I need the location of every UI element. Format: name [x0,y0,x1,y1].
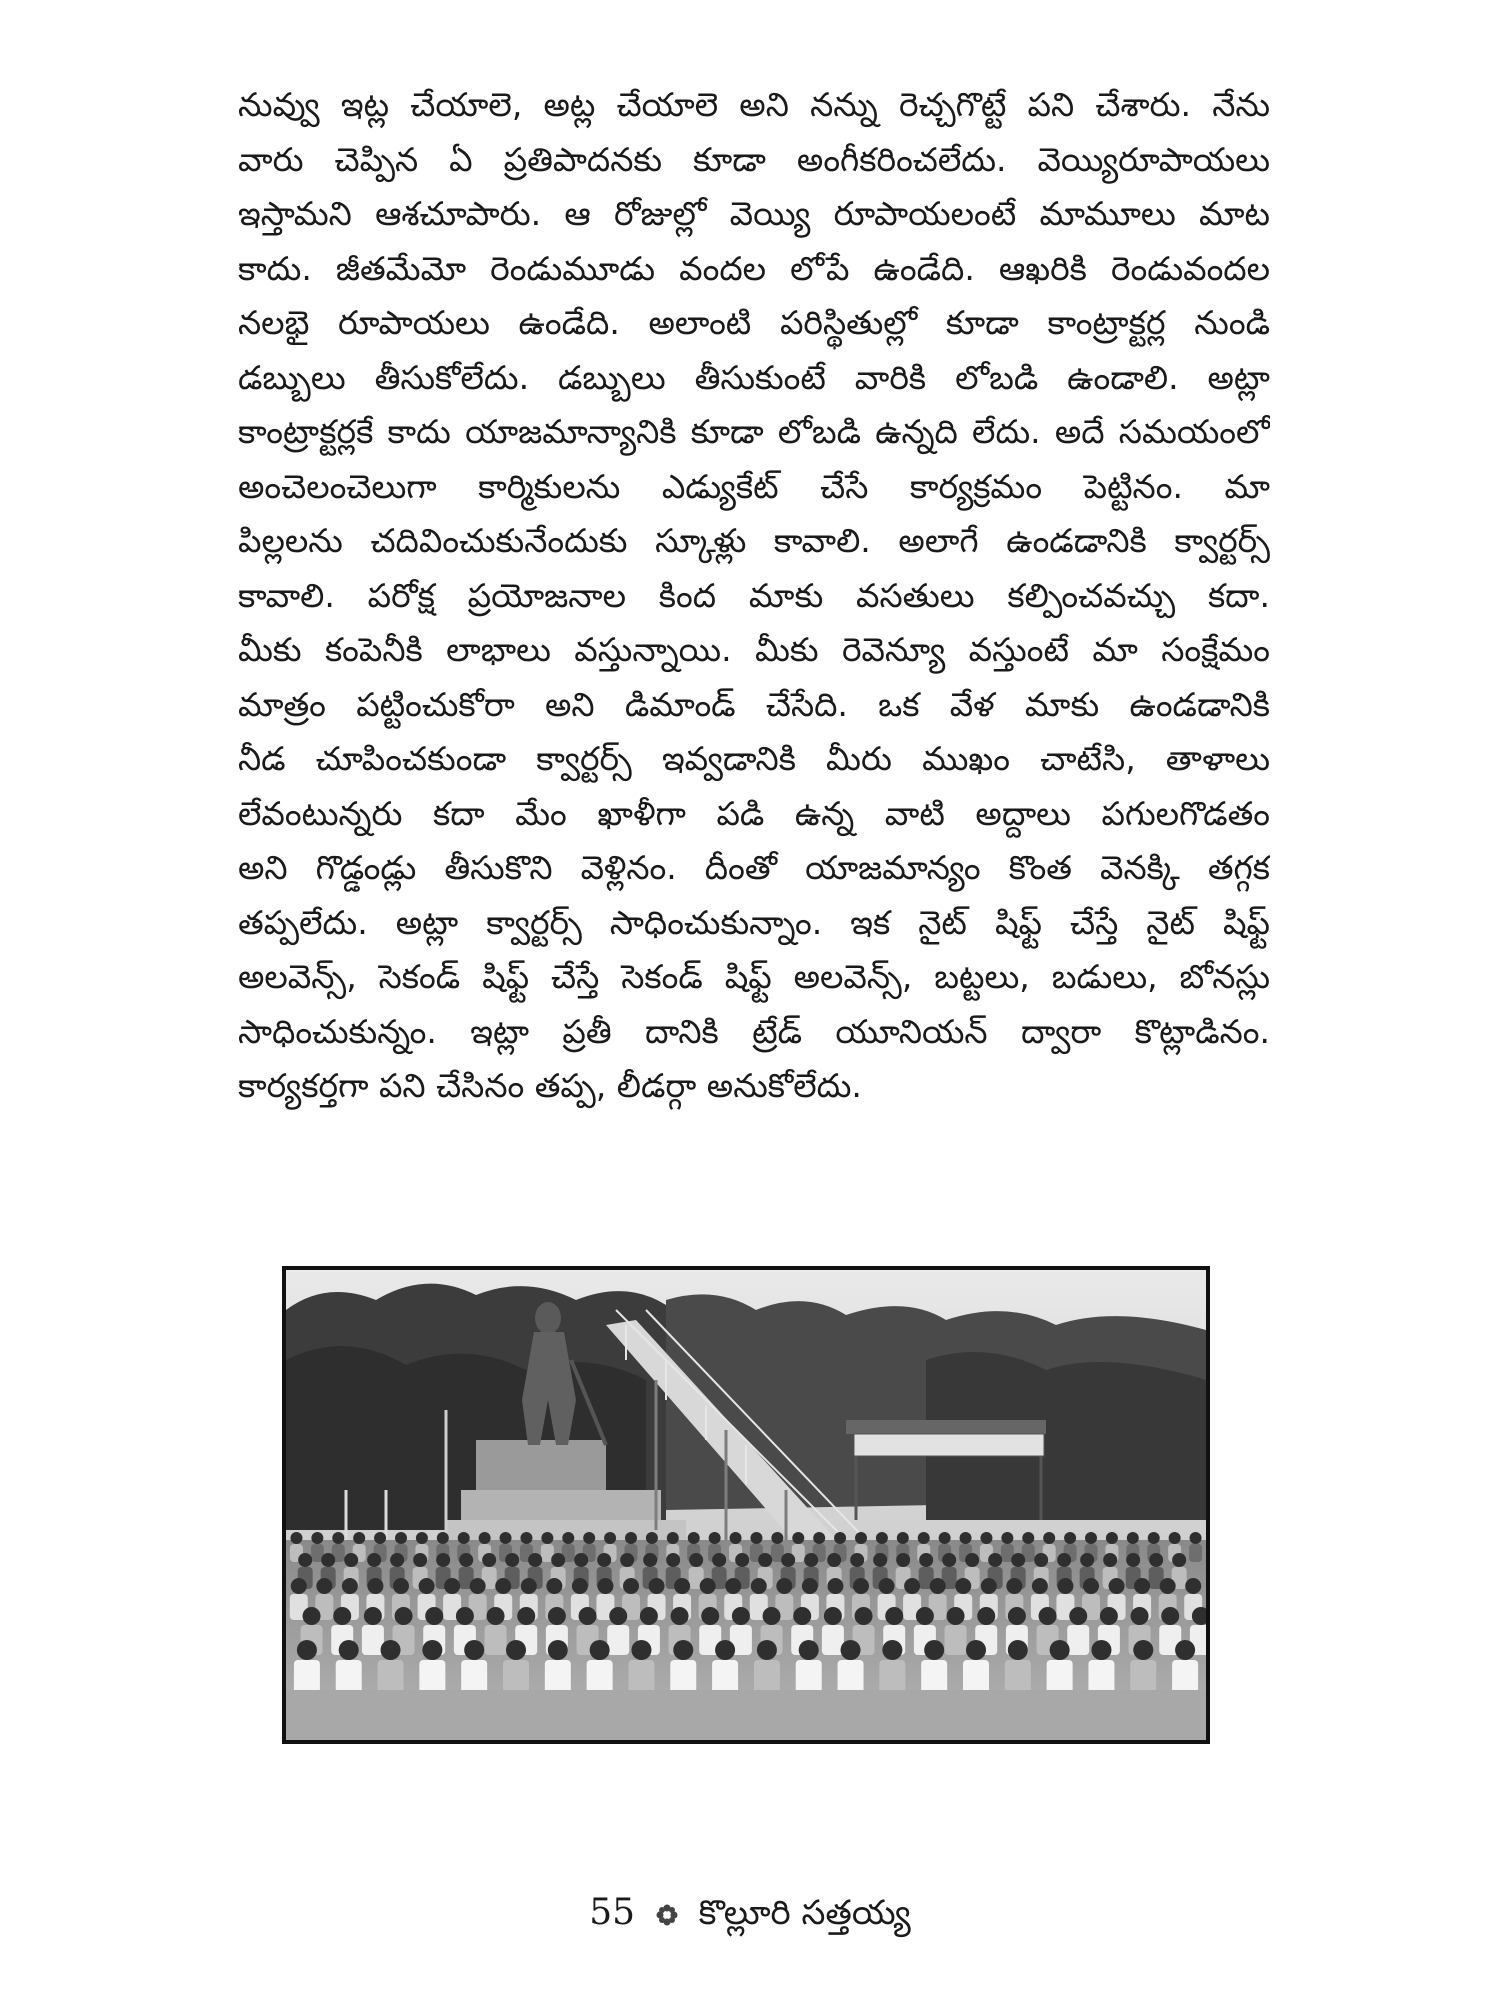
text-line: నలభై రూపాయలు ఉండేది. అలాంటి పరిస్థితుల్లో కూడా కాంట్రాక్టర్ల నుండి [238,303,1270,342]
text-line: అంచెలంచెలుగా కార్మికులను ఎడ్యుకేట్ చేసే కార్యక్రమం పెట్టినం. మా [238,466,1270,506]
text-line: తప్పలేదు. అట్లా క్వార్టర్స్ సాధించుకున్నాం. ఇక నైట్ షిఫ్ట్ చేస్తే నైట్ షిఫ్ట్ [238,902,1270,942]
flower-ornament-icon [656,1904,678,1926]
photograph [282,1266,1210,1744]
page-number: 55 [589,1892,636,1933]
text-line: పిల్లలను చదివించుకునేందుకు స్కూళ్లు కావాలి. అలాగే ఉండడానికి క్వార్టర్స్ [238,521,1270,560]
photograph-of-workers-seated-before-statue-icon [286,1270,1206,1740]
text-line: కావాలి. పరోక్ష ప్రయోజనాల కింద మాకు వసతులు కల్పించవచ్చు కదా. [238,575,1270,615]
text-line: నువ్వు ఇట్ల చేయాలె, అట్ల చేయాలె అని నన్ను రెచ్చగొట్టే పని చేశారు. నేను [238,85,1270,124]
text-line: అని గొడ్డండ్లు తీసుకొని వెళ్లినం. దీంతో యాజమాన్యం కొంత వెనక్కి తగ్గక [238,848,1270,887]
text-line: నీడ చూపించకుండా క్వార్టర్స్ ఇవ్వడానికి మీరు ముఖం చాటేసి, తాళాలు [238,739,1270,778]
text-line: వారు చెప్పిన ఏ ప్రతిపాదనకు కూడా అంగీకరించలేదు. వెయ్యిరూపాయలు [238,139,1270,179]
text-line: కాంట్రాక్టర్లకే కాదు యాజమాన్యానికి కూడా లోబడి ఉన్నది లేదు. అదే సమయంలో [238,412,1270,451]
running-title: కొల్లూరి సత్తయ్య [698,1893,911,1933]
text-line: మీకు కంపెనీకి లాభాలు వస్తున్నాయి. మీకు రెవెన్యూ వస్తుంటే మా సంక్షేమం [238,630,1270,669]
text-line: కార్యకర్తగా పని చేసినం తప్ప, లీడర్గా అనుకోలేదు. [238,1066,862,1105]
text-line: డబ్బులు తీసుకోలేదు. డబ్బులు తీసుకుంటే వారికి లోబడి ఉండాలి. అట్లా [238,357,1270,397]
text-line: కాదు. జీతమేమో రెండుమూడు వందల లోపే ఉండేది. ఆఖరికి రెండువందల [238,248,1270,288]
body-text [238,78,1270,1114]
text-line: ఇస్తామని ఆశచూపారు. ఆ రోజుల్లో వెయ్యి రూపాయలంటే మామూలు మాట [238,194,1270,233]
text-line: లేవంటున్నరు కదా మేం ఖాళీగా పడి ఉన్న వాటి అద్దాలు పగులగొడతం [238,793,1270,833]
text-line: మాత్రం పట్టించుకోరా అని డిమాండ్ చేసేది. ఒక వేళ మాకు ఉండడానికి [238,684,1270,724]
page-footer [0,1892,1500,1941]
text-line: అలవెన్స్, సెకండ్ షిఫ్ట్ చేస్తే సెకండ్ షిఫ్ట్ అలవెన్స్, బట్టలు, బడులు, బోనస్లు [238,957,1270,996]
text-line: సాధించుకున్నం. ఇట్లా ప్రతీ దానికి ట్రేడ్ యూనియన్ ద్వారా కొట్లాడినం. [238,1011,1270,1051]
